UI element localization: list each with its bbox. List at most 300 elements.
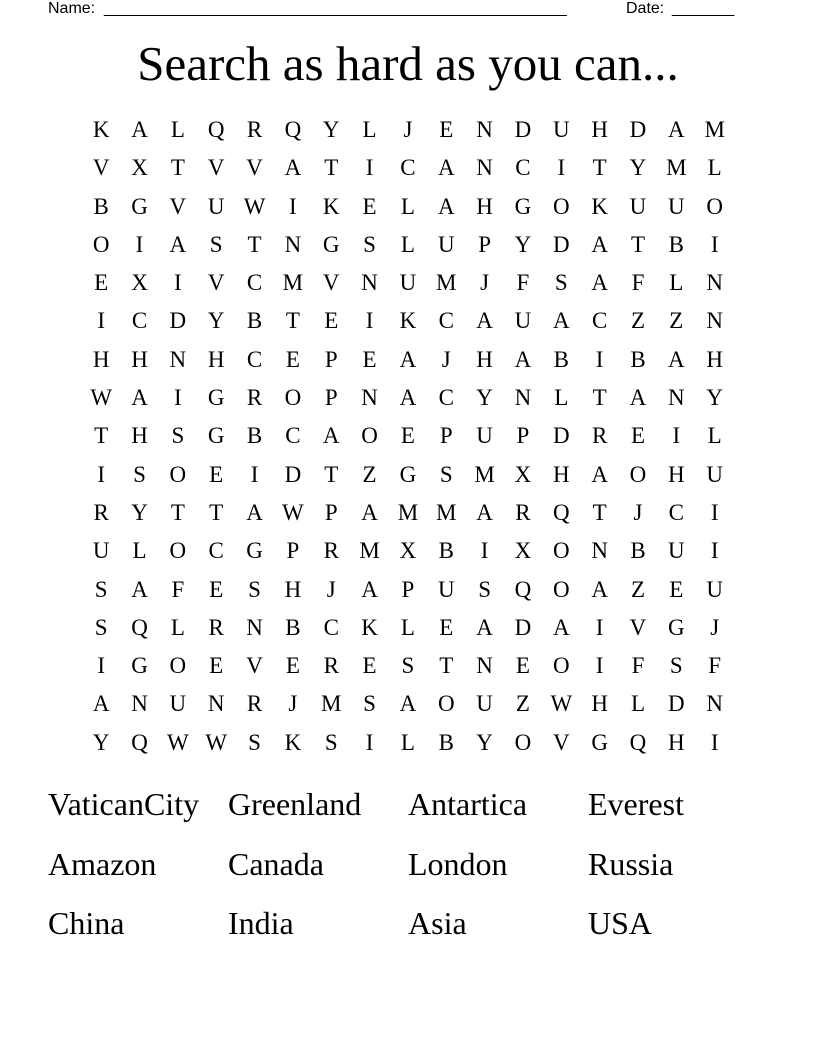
- grid-letter: H: [207, 346, 225, 372]
- grid-letter: O: [552, 538, 570, 564]
- grid-letter: I: [480, 538, 489, 564]
- grid-letter: D: [668, 691, 685, 717]
- grid-letter: D: [552, 423, 570, 449]
- grid-letter: P: [439, 423, 453, 449]
- grid-letter: G: [322, 231, 340, 257]
- grid-letter: V: [629, 614, 647, 640]
- grid-letter: X: [131, 270, 148, 296]
- grid-letter: C: [591, 308, 608, 334]
- grid-letter: H: [476, 193, 493, 219]
- grid-letter: B: [246, 308, 263, 334]
- grid-letter: U: [514, 308, 532, 334]
- word-list-row: [48, 897, 768, 957]
- search-word: USA: [588, 905, 653, 941]
- grid-letter: G: [514, 193, 532, 219]
- grid-letter: E: [362, 653, 377, 679]
- grid-letter: S: [248, 729, 261, 755]
- grid-letter: H: [552, 461, 570, 487]
- grid-letter: U: [668, 193, 685, 219]
- grid-letter: I: [595, 346, 604, 372]
- grid-letter: A: [476, 499, 493, 525]
- grid-letter: L: [669, 270, 684, 296]
- grid-letter: O: [169, 653, 187, 679]
- grid-letter: A: [476, 308, 493, 334]
- grid-letter: I: [174, 270, 182, 296]
- grid-letter: K: [361, 614, 378, 640]
- grid-letter: T: [630, 231, 646, 257]
- grid-letter: O: [514, 729, 532, 755]
- grid-letter: V: [246, 155, 263, 181]
- grid-letter: D: [284, 461, 302, 487]
- grid-letter: B: [438, 538, 454, 564]
- grid-letter: B: [630, 346, 646, 372]
- grid-letter: M: [704, 117, 725, 142]
- grid-letter: N: [476, 155, 493, 181]
- grid-letter: L: [400, 614, 415, 640]
- grid-row: [82, 685, 734, 723]
- grid-letter: T: [285, 308, 300, 334]
- grid-letter: A: [361, 499, 378, 525]
- grid-letter: K: [399, 308, 417, 334]
- grid-letter: P: [516, 423, 530, 449]
- grid-letter: L: [554, 385, 569, 411]
- grid-letter: C: [246, 346, 263, 372]
- grid-letter: T: [592, 385, 607, 411]
- grid-letter: D: [514, 117, 532, 142]
- grid-letter: B: [93, 193, 109, 219]
- grid-letter: A: [514, 346, 532, 372]
- grid-letter: U: [706, 461, 723, 487]
- date-label: Date:: [626, 0, 665, 17]
- grid-letter: R: [246, 117, 263, 142]
- grid-letter: I: [557, 155, 566, 181]
- grid-letter: W: [243, 193, 266, 219]
- grid-letter: N: [361, 270, 378, 296]
- grid-letter: Y: [207, 308, 225, 334]
- grid-letter: N: [361, 385, 378, 411]
- grid-letter: P: [286, 538, 300, 564]
- grid-letter: T: [170, 499, 185, 525]
- grid-letter: A: [591, 231, 608, 257]
- grid-letter: F: [708, 653, 722, 679]
- grid-letter: J: [633, 499, 643, 525]
- grid-letter: S: [478, 576, 491, 602]
- grid-letter: I: [174, 385, 182, 411]
- grid-letter: Q: [131, 614, 148, 640]
- search-word: Greenland: [228, 786, 362, 822]
- grid-letter: H: [284, 576, 302, 602]
- grid-letter: K: [322, 193, 340, 219]
- grid-letter: V: [246, 653, 263, 679]
- grid-letter: S: [401, 653, 415, 679]
- grid-letter: E: [439, 614, 454, 640]
- grid-letter: T: [592, 155, 607, 181]
- grid-letter: Y: [322, 117, 340, 142]
- grid-letter: S: [248, 576, 261, 602]
- grid-row: [82, 302, 734, 340]
- grid-letter: H: [668, 461, 685, 487]
- grid-letter: U: [552, 117, 570, 142]
- grid-letter: G: [591, 729, 608, 755]
- grid-letter: G: [246, 538, 263, 564]
- grid-letter: I: [710, 729, 719, 755]
- grid-letter: Q: [284, 117, 302, 142]
- grid-letter: A: [437, 193, 455, 219]
- grid-letter: R: [246, 385, 263, 411]
- grid-letter: F: [631, 270, 645, 296]
- grid-letter: S: [209, 231, 223, 257]
- grid-row: [82, 417, 734, 455]
- grid-letter: L: [707, 155, 722, 181]
- grid-row: [82, 111, 734, 149]
- grid-letter: I: [250, 461, 259, 487]
- grid-letter: O: [629, 461, 647, 487]
- grid-letter: V: [552, 729, 570, 755]
- grid-letter: Q: [629, 729, 647, 755]
- grid-letter: C: [438, 308, 454, 334]
- grid-letter: E: [209, 576, 224, 602]
- grid-letter: Y: [131, 499, 148, 525]
- grid-letter: E: [324, 308, 339, 334]
- name-field-line: ____________________________________________________: [104, 0, 567, 17]
- grid-letter: L: [400, 729, 415, 755]
- date-field-line: _______: [672, 0, 735, 17]
- grid-letter: S: [363, 231, 376, 257]
- grid-letter: Q: [514, 576, 532, 602]
- grid-letter: O: [169, 461, 187, 487]
- grid-letter: A: [361, 576, 378, 602]
- grid-letter: O: [92, 231, 110, 257]
- search-word: Canada: [228, 845, 324, 882]
- grid-letter: A: [629, 385, 647, 411]
- grid-letter: Y: [476, 729, 493, 755]
- grid-letter: Y: [92, 729, 110, 755]
- grid-letter: I: [135, 231, 144, 257]
- grid-letter: N: [207, 691, 225, 717]
- grid-letter: A: [131, 576, 148, 602]
- grid-letter: P: [478, 231, 491, 257]
- grid-letter: C: [438, 385, 454, 411]
- grid-letter: T: [247, 231, 262, 257]
- grid-letter: H: [668, 729, 685, 755]
- grid-letter: F: [631, 653, 645, 679]
- grid-letter: U: [629, 193, 647, 219]
- search-word: Russia: [588, 845, 674, 882]
- grid-letter: E: [285, 346, 300, 372]
- grid-letter: Z: [362, 461, 377, 487]
- grid-letter: A: [284, 155, 302, 181]
- grid-letter: C: [515, 155, 531, 181]
- grid-letter: N: [476, 653, 493, 679]
- grid-letter: L: [170, 614, 185, 640]
- grid-letter: U: [476, 423, 493, 449]
- grid-letter: H: [706, 346, 723, 372]
- grid-letter: M: [397, 499, 419, 525]
- grid-letter: M: [666, 155, 687, 181]
- grid-letter: I: [97, 461, 105, 487]
- grid-letter: T: [170, 155, 185, 181]
- grid-letter: S: [324, 729, 338, 755]
- grid-letter: G: [207, 423, 225, 449]
- grid-letter: S: [94, 614, 108, 640]
- search-word: India: [228, 905, 294, 941]
- grid-letter: T: [94, 423, 109, 449]
- grid-letter: A: [246, 499, 263, 525]
- grid-letter: S: [363, 691, 376, 717]
- grid-letter: A: [668, 346, 685, 372]
- grid-letter: O: [706, 193, 723, 219]
- grid-letter: N: [591, 538, 608, 564]
- grid-letter: O: [169, 538, 187, 564]
- grid-row: [82, 149, 734, 187]
- grid-letter: A: [92, 691, 110, 717]
- grid-letter: L: [132, 538, 147, 564]
- grid-letter: B: [630, 538, 646, 564]
- grid-letter: I: [595, 653, 604, 679]
- grid-letter: N: [476, 117, 493, 142]
- word-list: [48, 778, 768, 957]
- grid-letter: G: [399, 461, 417, 487]
- search-word: London: [408, 845, 508, 882]
- grid-letter: M: [436, 270, 457, 296]
- grid-row: [82, 724, 734, 762]
- grid-letter: Y: [476, 385, 493, 411]
- grid-letter: S: [669, 653, 683, 679]
- grid-row: [82, 379, 734, 417]
- grid-letter: E: [362, 346, 377, 372]
- grid-letter: S: [439, 461, 453, 487]
- grid-letter: P: [401, 576, 415, 602]
- grid-letter: E: [209, 653, 224, 679]
- grid-letter: Z: [630, 308, 646, 334]
- grid-letter: L: [170, 117, 185, 142]
- grid-letter: O: [284, 385, 302, 411]
- grid-letter: O: [361, 423, 378, 449]
- grid-letter: G: [131, 653, 148, 679]
- search-word: Antartica: [408, 786, 528, 822]
- grid-letter: V: [207, 270, 225, 296]
- grid-letter: Z: [515, 691, 530, 717]
- grid-row: [82, 264, 734, 302]
- grid-letter: Z: [630, 576, 646, 602]
- grid-row: [82, 226, 734, 264]
- grid-letter: W: [282, 499, 304, 525]
- grid-letter: Q: [207, 117, 225, 142]
- search-word: Asia: [408, 905, 467, 941]
- grid-row: [82, 571, 734, 609]
- grid-letter: U: [92, 538, 110, 564]
- grid-letter: E: [362, 193, 377, 219]
- grid-letter: A: [399, 346, 417, 372]
- letter-grid: [82, 111, 734, 762]
- grid-letter: B: [668, 231, 684, 257]
- grid-letter: F: [171, 576, 185, 602]
- grid-letter: W: [90, 385, 113, 411]
- grid-letter: I: [365, 308, 374, 334]
- grid-letter: W: [550, 691, 573, 717]
- grid-letter: I: [365, 729, 374, 755]
- grid-letter: O: [552, 653, 570, 679]
- grid-letter: N: [706, 308, 723, 334]
- grid-row: [82, 494, 734, 532]
- grid-letter: U: [437, 231, 455, 257]
- grid-row: [82, 456, 734, 494]
- grid-letter: G: [207, 385, 225, 411]
- grid-letter: B: [438, 729, 454, 755]
- grid-letter: R: [515, 499, 531, 525]
- grid-letter: C: [208, 538, 224, 564]
- grid-letter: M: [359, 538, 380, 564]
- grid-letter: K: [591, 193, 608, 219]
- grid-letter: E: [94, 270, 109, 296]
- grid-letter: V: [92, 155, 110, 181]
- grid-letter: A: [591, 461, 608, 487]
- grid-letter: A: [399, 691, 417, 717]
- grid-letter: I: [365, 155, 374, 181]
- search-word: Amazon: [48, 845, 157, 882]
- grid-letter: S: [554, 270, 568, 296]
- grid-letter: A: [591, 270, 608, 296]
- grid-letter: D: [552, 231, 570, 257]
- grid-letter: A: [169, 231, 187, 257]
- grid-letter: N: [514, 385, 532, 411]
- grid-letter: U: [437, 576, 455, 602]
- grid-letter: V: [169, 193, 187, 219]
- grid-letter: D: [629, 117, 647, 142]
- grid-letter: J: [480, 270, 490, 296]
- grid-letter: W: [205, 729, 228, 755]
- grid-letter: A: [552, 614, 570, 640]
- grid-letter: P: [324, 346, 338, 372]
- grid-letter: R: [591, 423, 608, 449]
- grid-letter: S: [94, 576, 108, 602]
- grid-letter: B: [553, 346, 569, 372]
- grid-letter: L: [630, 691, 646, 717]
- grid-letter: I: [97, 653, 105, 679]
- grid-letter: T: [439, 653, 454, 679]
- grid-letter: I: [595, 614, 604, 640]
- grid-letter: B: [285, 614, 301, 640]
- grid-letter: E: [669, 576, 684, 602]
- grid-letter: Y: [706, 385, 723, 411]
- grid-letter: A: [591, 576, 608, 602]
- grid-letter: J: [403, 117, 413, 142]
- grid-letter: J: [441, 346, 451, 372]
- grid-letter: P: [324, 499, 338, 525]
- grid-letter: G: [668, 614, 685, 640]
- grid-letter: X: [399, 538, 417, 564]
- grid-letter: F: [516, 270, 530, 296]
- grid-letter: Q: [131, 729, 148, 755]
- grid-letter: I: [710, 538, 719, 564]
- grid-letter: R: [323, 538, 339, 564]
- grid-letter: U: [207, 193, 225, 219]
- grid-letter: E: [400, 423, 415, 449]
- grid-letter: J: [326, 576, 336, 602]
- grid-letter: C: [246, 270, 263, 296]
- grid-letter: C: [400, 155, 416, 181]
- grid-letter: U: [169, 691, 187, 717]
- grid-letter: M: [282, 270, 304, 296]
- grid-letter: O: [552, 193, 570, 219]
- search-word: VaticanCity: [48, 786, 200, 822]
- grid-letter: J: [710, 614, 720, 640]
- grid-letter: P: [324, 385, 338, 411]
- grid-letter: H: [476, 346, 493, 372]
- grid-letter: R: [246, 691, 263, 717]
- word-list-row: [48, 778, 768, 838]
- grid-letter: E: [285, 653, 300, 679]
- grid-letter: I: [672, 423, 681, 449]
- grid-letter: B: [246, 423, 263, 449]
- grid-row: [82, 341, 734, 379]
- grid-letter: A: [476, 614, 493, 640]
- grid-letter: S: [133, 461, 146, 487]
- grid-letter: N: [668, 385, 685, 411]
- grid-letter: S: [171, 423, 185, 449]
- grid-letter: E: [515, 653, 530, 679]
- grid-letter: T: [209, 499, 224, 525]
- grid-letter: Z: [669, 308, 684, 334]
- grid-letter: T: [592, 499, 607, 525]
- grid-letter: L: [707, 423, 722, 449]
- grid-letter: N: [169, 346, 187, 372]
- grid-letter: Y: [629, 155, 647, 181]
- grid-letter: U: [476, 691, 493, 717]
- grid-letter: K: [92, 117, 110, 142]
- grid-letter: H: [131, 346, 148, 372]
- grid-letter: O: [437, 691, 455, 717]
- grid-letter: G: [131, 193, 148, 219]
- grid-letter: I: [710, 231, 719, 257]
- grid-letter: L: [400, 231, 415, 257]
- grid-letter: I: [710, 499, 719, 525]
- grid-letter: I: [289, 193, 297, 219]
- grid-letter: Y: [514, 231, 532, 257]
- grid-letter: V: [207, 155, 225, 181]
- grid-letter: A: [668, 117, 685, 142]
- grid-letter: V: [322, 270, 340, 296]
- grid-letter: A: [322, 423, 340, 449]
- word-list-row: [48, 838, 768, 898]
- search-word: China: [48, 905, 125, 941]
- grid-letter: A: [131, 385, 148, 411]
- grid-letter: R: [323, 653, 339, 679]
- grid-row: [82, 188, 734, 226]
- grid-letter: C: [323, 614, 339, 640]
- grid-letter: O: [552, 576, 570, 602]
- grid-letter: X: [514, 461, 532, 487]
- grid-row: [82, 609, 734, 647]
- grid-letter: H: [131, 423, 148, 449]
- grid-letter: X: [131, 155, 148, 181]
- grid-letter: A: [552, 308, 570, 334]
- grid-letter: H: [591, 117, 608, 142]
- grid-letter: U: [668, 538, 685, 564]
- grid-letter: U: [399, 270, 417, 296]
- grid-letter: M: [321, 691, 342, 717]
- header: [48, 0, 740, 18]
- grid-letter: C: [668, 499, 684, 525]
- grid-letter: I: [97, 308, 105, 334]
- grid-letter: E: [439, 117, 454, 142]
- grid-letter: W: [167, 729, 189, 755]
- grid-letter: N: [131, 691, 148, 717]
- grid-letter: E: [209, 461, 224, 487]
- grid-row: [82, 647, 734, 685]
- grid-letter: M: [436, 499, 457, 525]
- grid-letter: J: [288, 691, 298, 717]
